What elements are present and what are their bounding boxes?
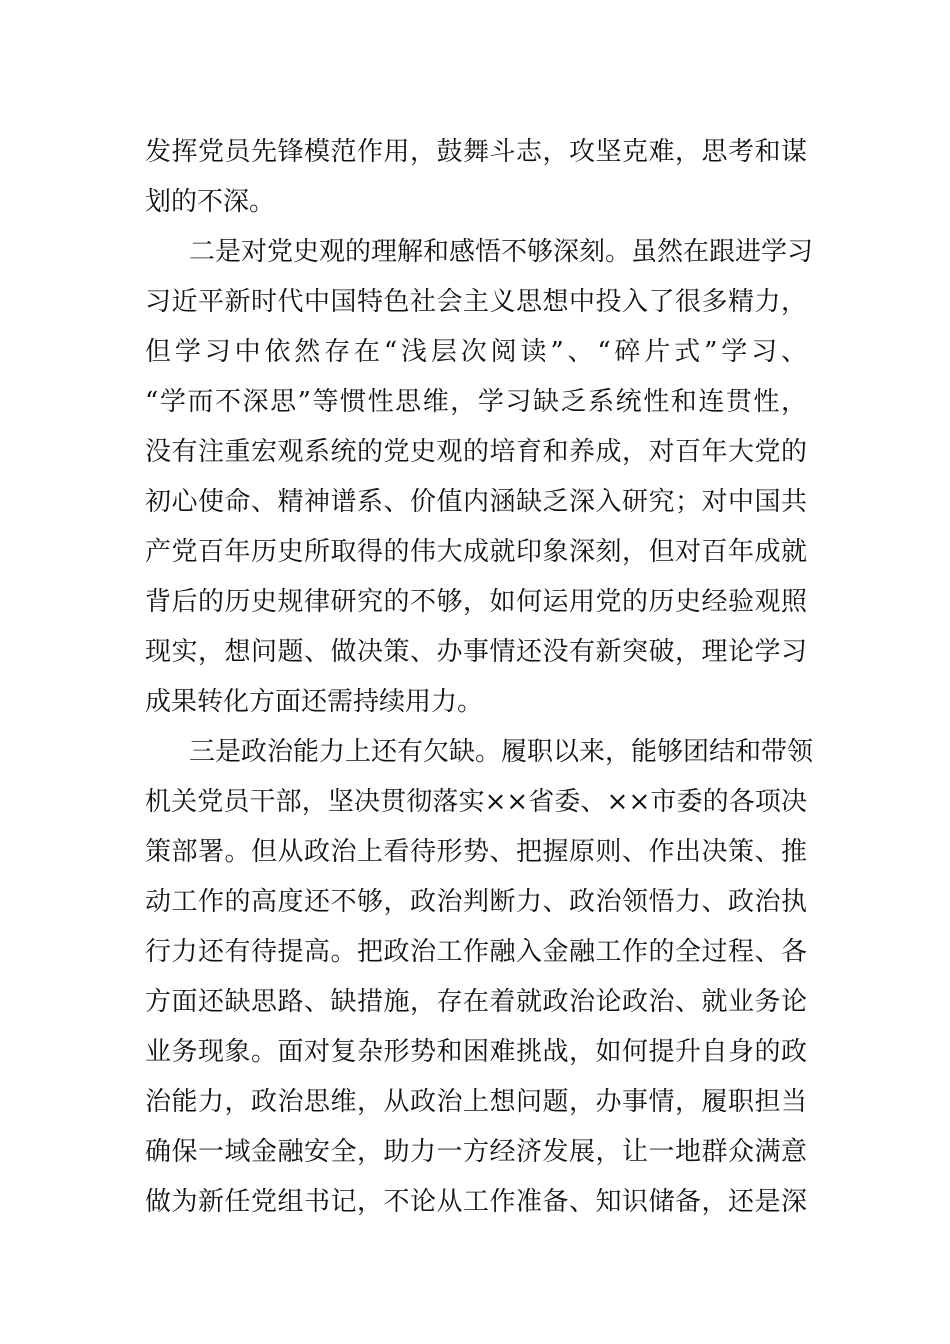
document-body (145, 127, 814, 1227)
text-line: 产党百年历史所取得的伟大成就印象深刻，但对百年成就 (145, 537, 807, 567)
text-line: 动工作的高度还不够，政治判断力、政治领悟力、政治执 (145, 887, 807, 917)
text-line: 治能力，政治思维，从政治上想问题，办事情，履职担当 (145, 1087, 807, 1117)
text-line: 现实，想问题、做决策、办事情还没有新突破，理论学习 (145, 637, 807, 667)
text-line: 策部署。但从政治上看待形势、把握原则、作出决策、推 (145, 837, 807, 867)
text-line: 确保一域金融安全，助力一方经济发展，让一地群众满意 (145, 1137, 807, 1167)
text-line: 没有注重宏观系统的党史观的培育和养成，对百年大党的 (145, 437, 807, 467)
text-line: 成果转化方面还需持续用力。 (145, 687, 484, 717)
paragraph-start-line: 二是对党史观的理解和感悟不够深刻。虽然在跟进学习 (189, 237, 814, 267)
text-line: 发挥党员先锋模范作用，鼓舞斗志，攻坚克难，思考和谋 (145, 137, 807, 167)
text-line: 划的不深。 (145, 187, 276, 217)
paragraph-start-line: 三是政治能力上还有欠缺。履职以来，能够团结和带领 (189, 737, 814, 767)
text-line: 但学习中依然存在“浅层次阅读”、“碎片式”学习、 (145, 337, 807, 367)
text-line: 方面还缺思路、缺措施，存在着就政治论政治、就业务论 (145, 987, 807, 1017)
text-line: 做为新任党组书记，不论从工作准备、知识储备，还是深 (145, 1187, 807, 1217)
text-line: 机关党员干部，坚决贯彻落实××省委、××市委的各项决 (145, 787, 807, 817)
text-line: 行力还有待提高。把政治工作融入金融工作的全过程、各 (145, 937, 807, 967)
text-line: “学而不深思”等惯性思维，学习缺乏系统性和连贯性， (145, 387, 807, 417)
text-line: 背后的历史规律研究的不够，如何运用党的历史经验观照 (145, 587, 807, 617)
text-line: 习近平新时代中国特色社会主义思想中投入了很多精力， (145, 287, 807, 317)
text-line: 初心使命、精神谱系、价值内涵缺乏深入研究；对中国共 (145, 487, 807, 517)
text-line: 业务现象。面对复杂形势和困难挑战，如何提升自身的政 (145, 1037, 807, 1067)
